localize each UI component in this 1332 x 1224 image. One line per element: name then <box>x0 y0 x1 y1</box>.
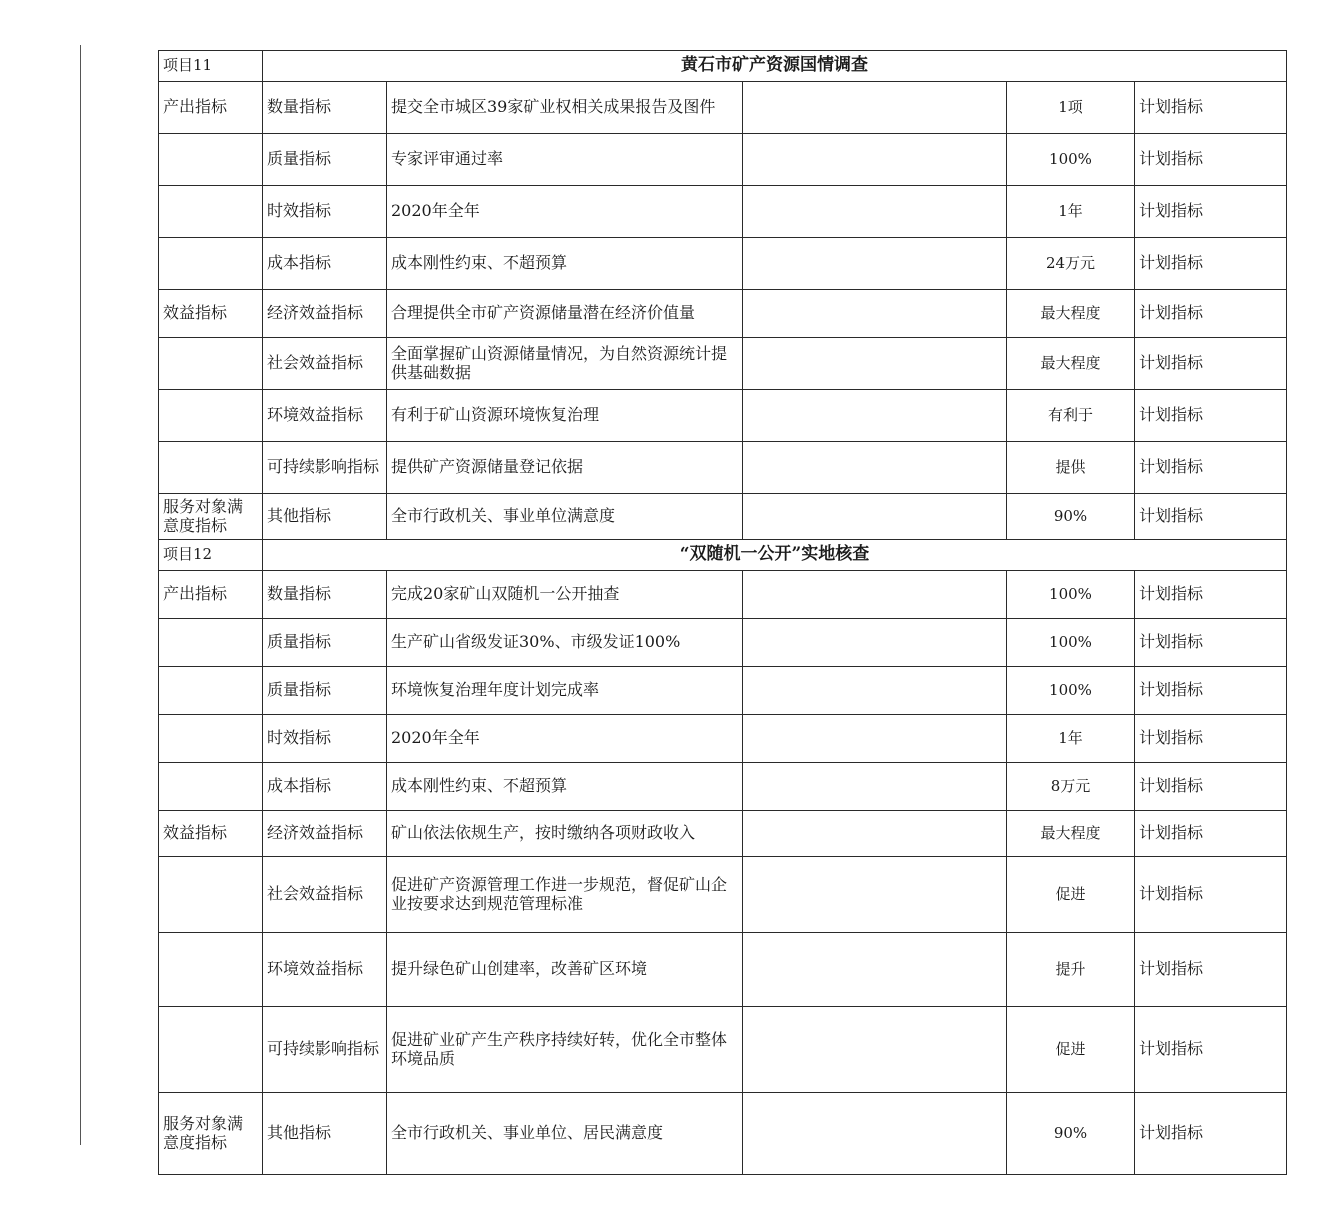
indicator-content-cell: 全市行政机关、事业单位满意度 <box>387 494 743 540</box>
indicator-content-cell: 环境恢复治理年度计划完成率 <box>387 667 743 715</box>
indicator-value-cell: 100% <box>1007 134 1135 186</box>
indicator-subcategory-cell: 时效指标 <box>263 715 387 763</box>
indicator-value-cell: 90% <box>1007 494 1135 540</box>
indicator-type-cell: 计划指标 <box>1135 82 1287 134</box>
indicator-row <box>159 442 1287 494</box>
indicator-subcategory-cell: 数量指标 <box>263 82 387 134</box>
blank-cell <box>743 571 1007 619</box>
blank-cell <box>743 811 1007 857</box>
indicator-type-cell: 计划指标 <box>1135 290 1287 338</box>
indicator-subcategory-cell: 其他指标 <box>263 494 387 540</box>
indicator-subcategory-cell: 可持续影响指标 <box>263 1007 387 1093</box>
indicator-content-cell: 矿山依法依规生产，按时缴纳各项财政收入 <box>387 811 743 857</box>
indicator-value-cell: 100% <box>1007 667 1135 715</box>
indicator-value-cell: 1年 <box>1007 715 1135 763</box>
indicator-category-cell: 服务对象满意度指标 <box>159 494 263 540</box>
blank-cell <box>743 134 1007 186</box>
indicator-subcategory-cell: 社会效益指标 <box>263 857 387 933</box>
indicator-row <box>159 763 1287 811</box>
indicator-category-cell: 产出指标 <box>159 82 263 134</box>
blank-cell <box>743 390 1007 442</box>
indicator-value-cell: 提升 <box>1007 933 1135 1007</box>
indicator-subcategory-cell: 经济效益指标 <box>263 811 387 857</box>
indicator-category-cell <box>159 763 263 811</box>
blank-cell <box>743 338 1007 390</box>
indicator-value-cell: 有利于 <box>1007 390 1135 442</box>
indicator-content-cell: 合理提供全市矿产资源储量潜在经济价值量 <box>387 290 743 338</box>
indicator-category-cell <box>159 186 263 238</box>
indicator-content-cell: 有利于矿山资源环境恢复治理 <box>387 390 743 442</box>
blank-cell <box>743 82 1007 134</box>
blank-cell <box>743 857 1007 933</box>
indicator-value-cell: 提供 <box>1007 442 1135 494</box>
indicator-subcategory-cell: 社会效益指标 <box>263 338 387 390</box>
indicator-value-cell: 最大程度 <box>1007 338 1135 390</box>
indicator-type-cell: 计划指标 <box>1135 715 1287 763</box>
blank-cell <box>743 186 1007 238</box>
indicator-category-cell <box>159 933 263 1007</box>
indicator-value-cell: 1项 <box>1007 82 1135 134</box>
indicator-subcategory-cell: 其他指标 <box>263 1093 387 1175</box>
indicator-content-cell: 生产矿山省级发证30%、市级发证100% <box>387 619 743 667</box>
blank-cell <box>743 290 1007 338</box>
indicator-category-cell <box>159 238 263 290</box>
indicator-category-cell: 效益指标 <box>159 811 263 857</box>
project-title: 黄石市矿产资源国情调查 <box>263 51 1287 82</box>
indicator-category-cell <box>159 134 263 186</box>
indicator-type-cell: 计划指标 <box>1135 1093 1287 1175</box>
indicator-type-cell: 计划指标 <box>1135 619 1287 667</box>
blank-cell <box>743 494 1007 540</box>
indicator-content-cell: 提供矿产资源储量登记依据 <box>387 442 743 494</box>
indicator-row <box>159 571 1287 619</box>
indicator-category-cell <box>159 667 263 715</box>
indicator-content-cell: 完成20家矿山双随机一公开抽查 <box>387 571 743 619</box>
indicator-content-cell: 专家评审通过率 <box>387 134 743 186</box>
indicator-type-cell: 计划指标 <box>1135 667 1287 715</box>
blank-cell <box>743 1093 1007 1175</box>
indicator-content-cell: 提升绿色矿山创建率，改善矿区环境 <box>387 933 743 1007</box>
indicator-row <box>159 390 1287 442</box>
indicator-content-cell: 2020年全年 <box>387 186 743 238</box>
indicator-row <box>159 186 1287 238</box>
indicator-row <box>159 811 1287 857</box>
indicator-subcategory-cell: 可持续影响指标 <box>263 442 387 494</box>
indicator-row <box>159 933 1287 1007</box>
indicator-type-cell: 计划指标 <box>1135 238 1287 290</box>
indicator-content-cell: 全市行政机关、事业单位、居民满意度 <box>387 1093 743 1175</box>
indicator-row <box>159 134 1287 186</box>
indicator-category-cell <box>159 1007 263 1093</box>
blank-cell <box>743 619 1007 667</box>
indicator-category-cell <box>159 338 263 390</box>
binding-margin-line <box>80 45 81 1145</box>
indicator-type-cell: 计划指标 <box>1135 763 1287 811</box>
indicator-type-cell: 计划指标 <box>1135 811 1287 857</box>
indicator-value-cell: 100% <box>1007 619 1135 667</box>
indicator-category-cell: 效益指标 <box>159 290 263 338</box>
indicator-value-cell: 最大程度 <box>1007 290 1135 338</box>
indicator-row <box>159 619 1287 667</box>
blank-cell <box>743 442 1007 494</box>
blank-cell <box>743 933 1007 1007</box>
indicator-row <box>159 290 1287 338</box>
indicator-value-cell: 8万元 <box>1007 763 1135 811</box>
indicator-content-cell: 2020年全年 <box>387 715 743 763</box>
indicator-category-cell <box>159 390 263 442</box>
blank-cell <box>743 715 1007 763</box>
project-header-row <box>159 540 1287 571</box>
indicator-type-cell: 计划指标 <box>1135 390 1287 442</box>
indicator-table <box>158 50 1287 1175</box>
indicator-subcategory-cell: 质量指标 <box>263 619 387 667</box>
indicator-type-cell: 计划指标 <box>1135 933 1287 1007</box>
blank-cell <box>743 238 1007 290</box>
indicator-row <box>159 857 1287 933</box>
blank-cell <box>743 763 1007 811</box>
indicator-content-cell: 成本刚性约束、不超预算 <box>387 763 743 811</box>
indicator-row <box>159 715 1287 763</box>
blank-cell <box>743 667 1007 715</box>
indicator-content-cell: 促进矿产资源管理工作进一步规范，督促矿山企业按要求达到规范管理标准 <box>387 857 743 933</box>
indicator-subcategory-cell: 质量指标 <box>263 134 387 186</box>
indicator-row <box>159 1093 1287 1175</box>
project-title: “双随机一公开”实地核查 <box>263 540 1287 571</box>
indicator-value-cell: 100% <box>1007 571 1135 619</box>
indicator-value-cell: 最大程度 <box>1007 811 1135 857</box>
indicator-type-cell: 计划指标 <box>1135 1007 1287 1093</box>
indicator-category-cell <box>159 442 263 494</box>
indicator-value-cell: 90% <box>1007 1093 1135 1175</box>
indicator-category-cell: 服务对象满意度指标 <box>159 1093 263 1175</box>
indicator-category-cell <box>159 619 263 667</box>
indicator-row <box>159 82 1287 134</box>
indicator-subcategory-cell: 经济效益指标 <box>263 290 387 338</box>
indicator-content-cell: 成本刚性约束、不超预算 <box>387 238 743 290</box>
indicator-row <box>159 238 1287 290</box>
indicator-category-cell: 产出指标 <box>159 571 263 619</box>
blank-cell <box>743 1007 1007 1093</box>
indicator-type-cell: 计划指标 <box>1135 571 1287 619</box>
indicator-type-cell: 计划指标 <box>1135 857 1287 933</box>
indicator-type-cell: 计划指标 <box>1135 134 1287 186</box>
indicator-category-cell <box>159 857 263 933</box>
project-label: 项目12 <box>159 540 263 571</box>
indicator-content-cell: 提交全市城区39家矿业权相关成果报告及图件 <box>387 82 743 134</box>
indicator-row <box>159 667 1287 715</box>
indicator-subcategory-cell: 环境效益指标 <box>263 933 387 1007</box>
indicator-value-cell: 促进 <box>1007 857 1135 933</box>
indicator-row <box>159 494 1287 540</box>
indicator-content-cell: 全面掌握矿山资源储量情况，为自然资源统计提供基础数据 <box>387 338 743 390</box>
indicator-subcategory-cell: 时效指标 <box>263 186 387 238</box>
indicator-value-cell: 1年 <box>1007 186 1135 238</box>
indicator-subcategory-cell: 成本指标 <box>263 238 387 290</box>
indicator-subcategory-cell: 环境效益指标 <box>263 390 387 442</box>
indicator-row <box>159 338 1287 390</box>
performance-indicator-document <box>158 50 1286 1175</box>
indicator-value-cell: 促进 <box>1007 1007 1135 1093</box>
indicator-subcategory-cell: 数量指标 <box>263 571 387 619</box>
indicator-type-cell: 计划指标 <box>1135 442 1287 494</box>
project-header-row <box>159 51 1287 82</box>
indicator-type-cell: 计划指标 <box>1135 494 1287 540</box>
indicator-category-cell <box>159 715 263 763</box>
indicator-content-cell: 促进矿业矿产生产秩序持续好转，优化全市整体环境品质 <box>387 1007 743 1093</box>
indicator-type-cell: 计划指标 <box>1135 186 1287 238</box>
indicator-type-cell: 计划指标 <box>1135 338 1287 390</box>
indicator-row <box>159 1007 1287 1093</box>
indicator-subcategory-cell: 成本指标 <box>263 763 387 811</box>
indicator-value-cell: 24万元 <box>1007 238 1135 290</box>
indicator-subcategory-cell: 质量指标 <box>263 667 387 715</box>
project-label: 项目11 <box>159 51 263 82</box>
